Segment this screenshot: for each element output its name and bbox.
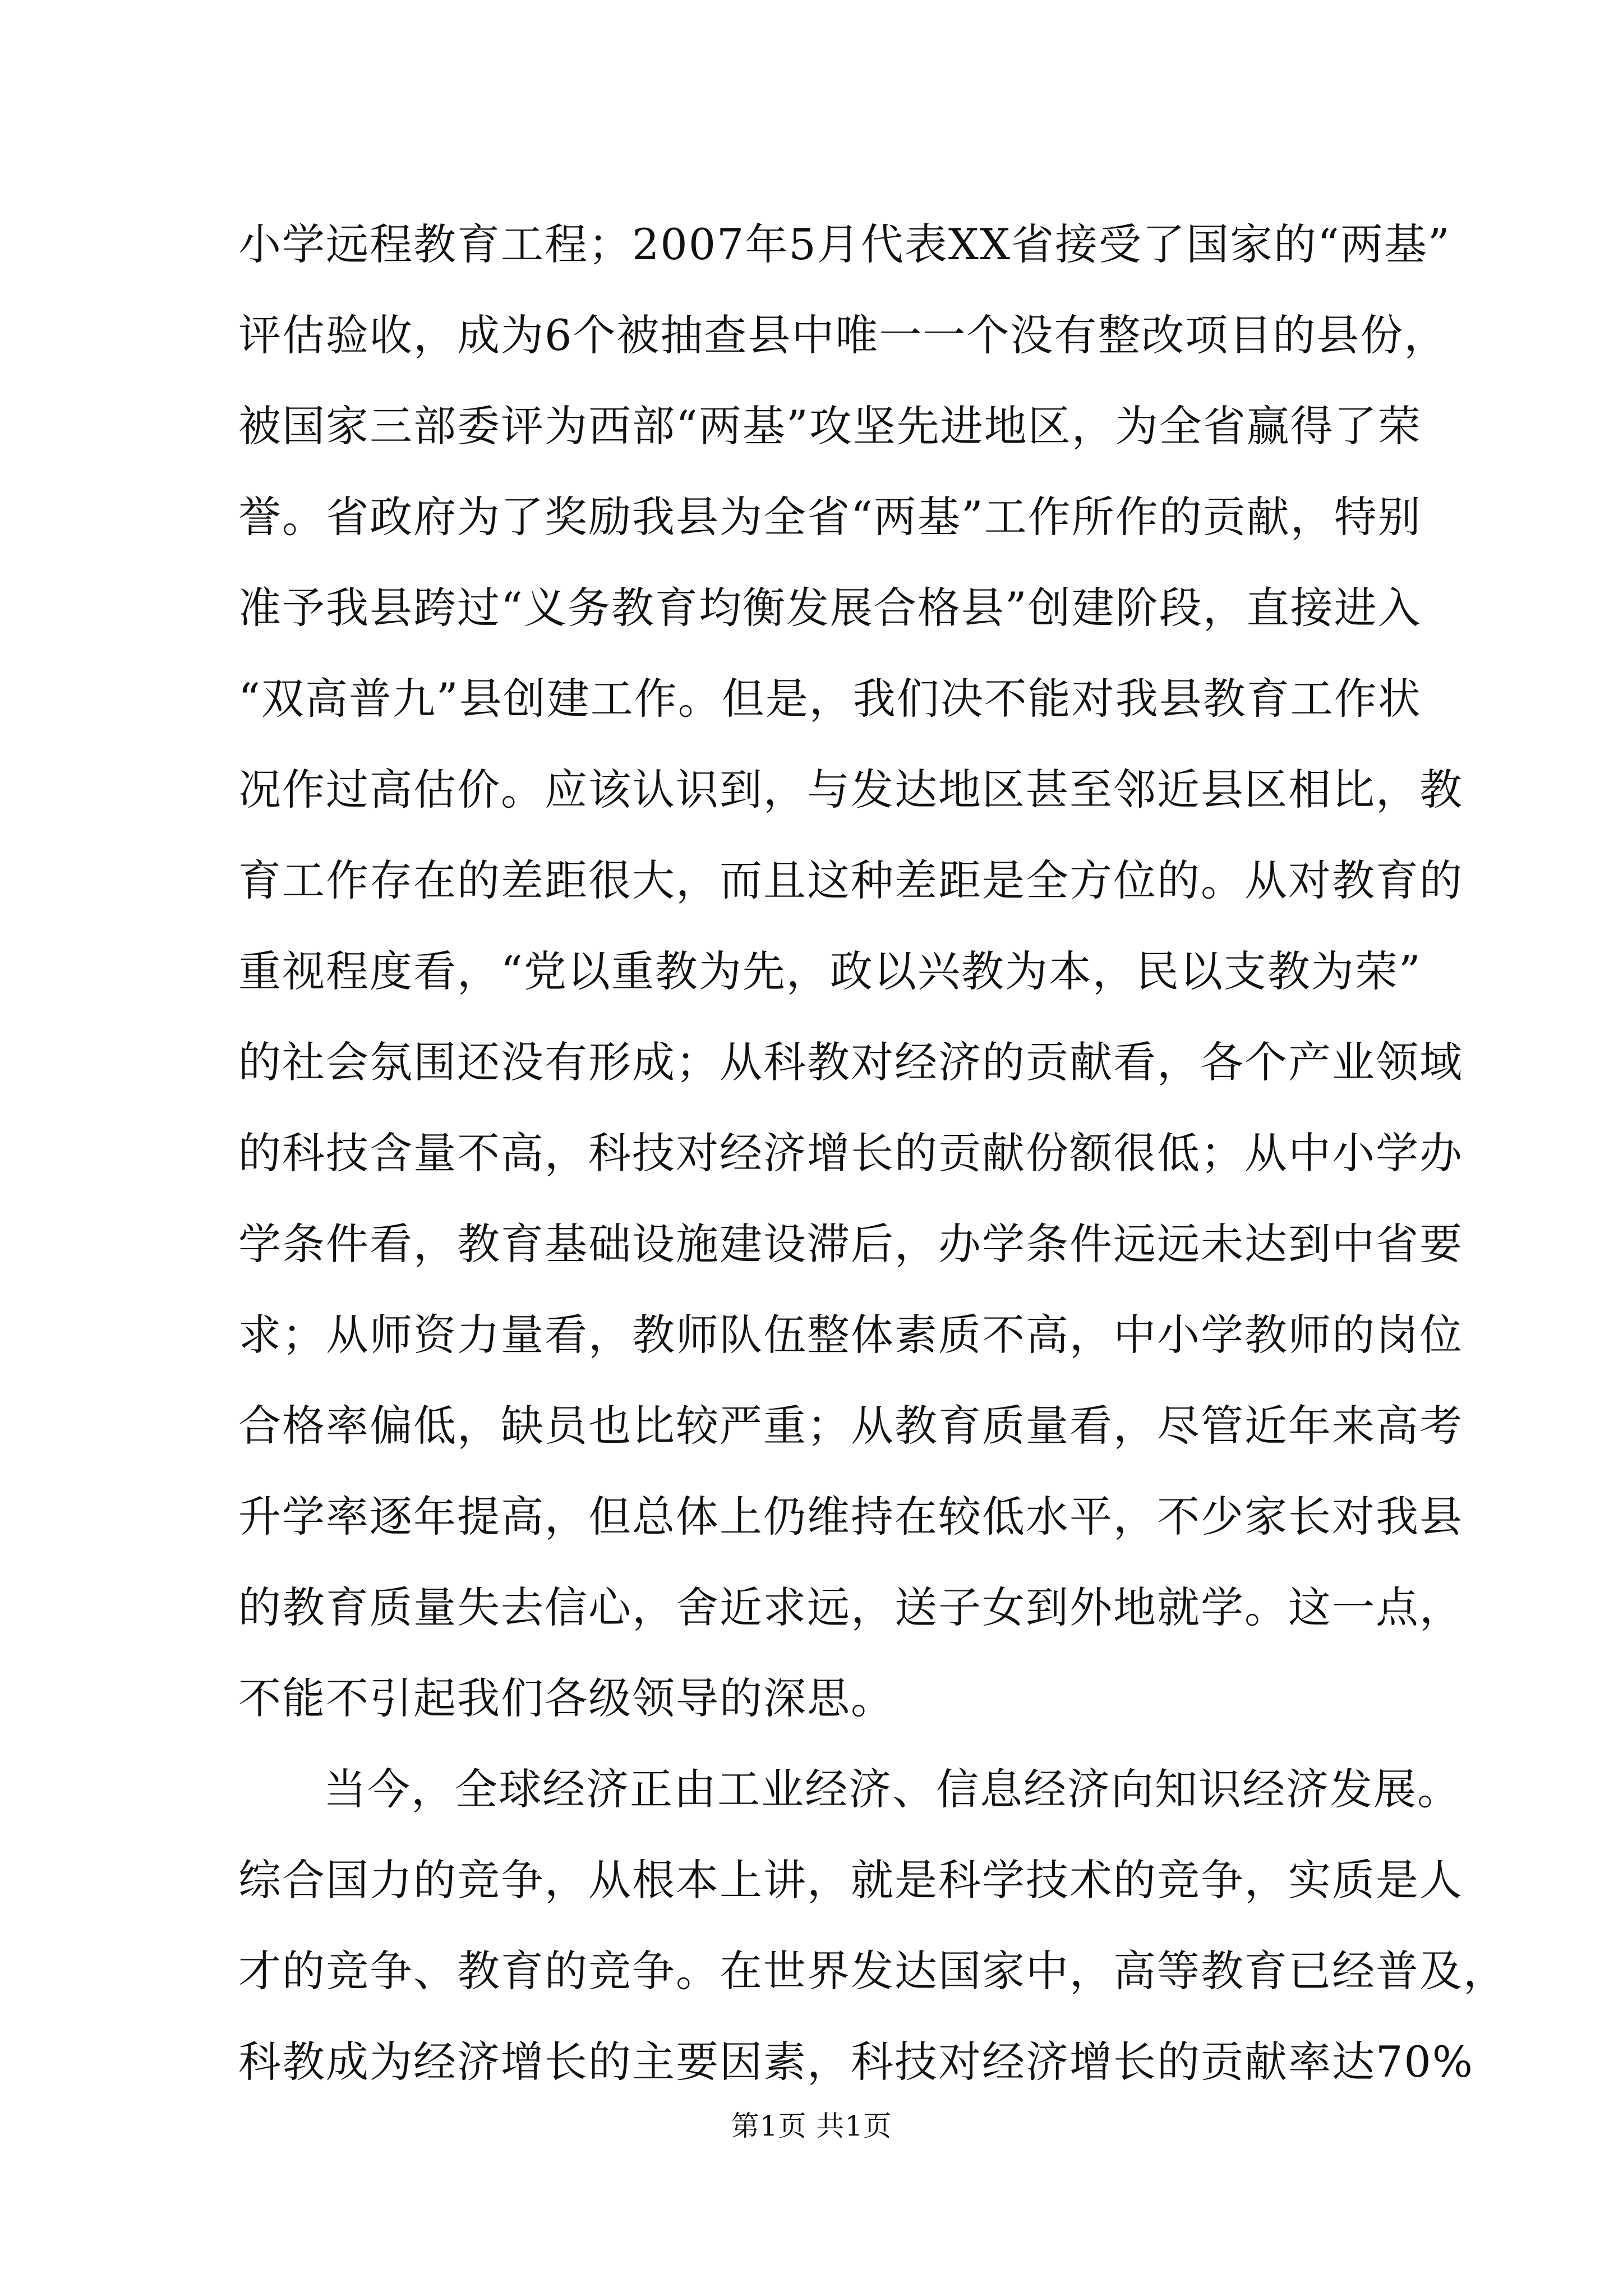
text-line: 的教育质量失去信心，舍近求远，送子女到外地就学。这一点， [238, 1582, 1463, 1632]
text-line: 誉。省政府为了奖励我县为全省“两基”工作所作的贡献，特别 [238, 492, 1422, 542]
text-line: 合格率偏低，缺员也比较严重；从教育质量看，尽管近年来高考 [238, 1401, 1463, 1451]
text-line: 综合国力的竞争，从根本上讲，就是科学技术的竞争，实质是人 [238, 1855, 1463, 1905]
text-line: 学条件看，教育基础设施建设滞后，办学条件远远未达到中省要 [238, 1219, 1463, 1269]
text-line: 当今，全球经济正由工业经济、信息经济向知识经济发展。 [324, 1764, 1461, 1814]
text-line: 的社会氛围还没有形成；从科教对经济的贡献看，各个产业领域 [238, 1037, 1463, 1087]
text-line: 况作过高估价。应该认识到，与发达地区甚至邻近县区相比，教 [238, 765, 1463, 815]
text-line: 重视程度看，“党以重教为先，政以兴教为本，民以支教为荣” [238, 946, 1422, 996]
text-line: “双高普九”县创建工作。但是，我们决不能对我县教育工作状 [238, 674, 1422, 724]
text-line: 不能不引起我们各级领导的深思。 [238, 1673, 895, 1723]
text-line: 科教成为经济增长的主要因素，科技对经济增长的贡献率达70% [238, 2037, 1474, 2087]
page-footer: 第1页 共1页 [731, 2110, 892, 2142]
text-line: 育工作存在的差距很大，而且这种差距是全方位的。从对教育的 [238, 855, 1463, 905]
body-text [238, 199, 1507, 2108]
text-line: 被国家三部委评为西部“两基”攻坚先进地区，为全省赢得了荣 [238, 401, 1422, 451]
text-line: 小学远程教育工程；2007年5月代表XX省接受了国家的“两基” [238, 219, 1451, 269]
text-line: 准予我县跨过“义务教育均衡发展合格县”创建阶段，直接进入 [238, 583, 1422, 633]
text-line: 升学率逐年提高，但总体上仍维持在较低水平，不少家长对我县 [238, 1492, 1463, 1542]
text-line: 评估验收，成为6个被抽查县中唯一一个没有整改项目的县份， [238, 310, 1448, 360]
text-line: 求；从师资力量看，教师队伍整体素质不高，中小学教师的岗位 [238, 1310, 1463, 1360]
text-line: 才的竞争、教育的竞争。在世界发达国家中，高等教育已经普及， [238, 1946, 1507, 1996]
text-line: 的科技含量不高，科技对经济增长的贡献份额很低；从中小学办 [238, 1128, 1463, 1178]
